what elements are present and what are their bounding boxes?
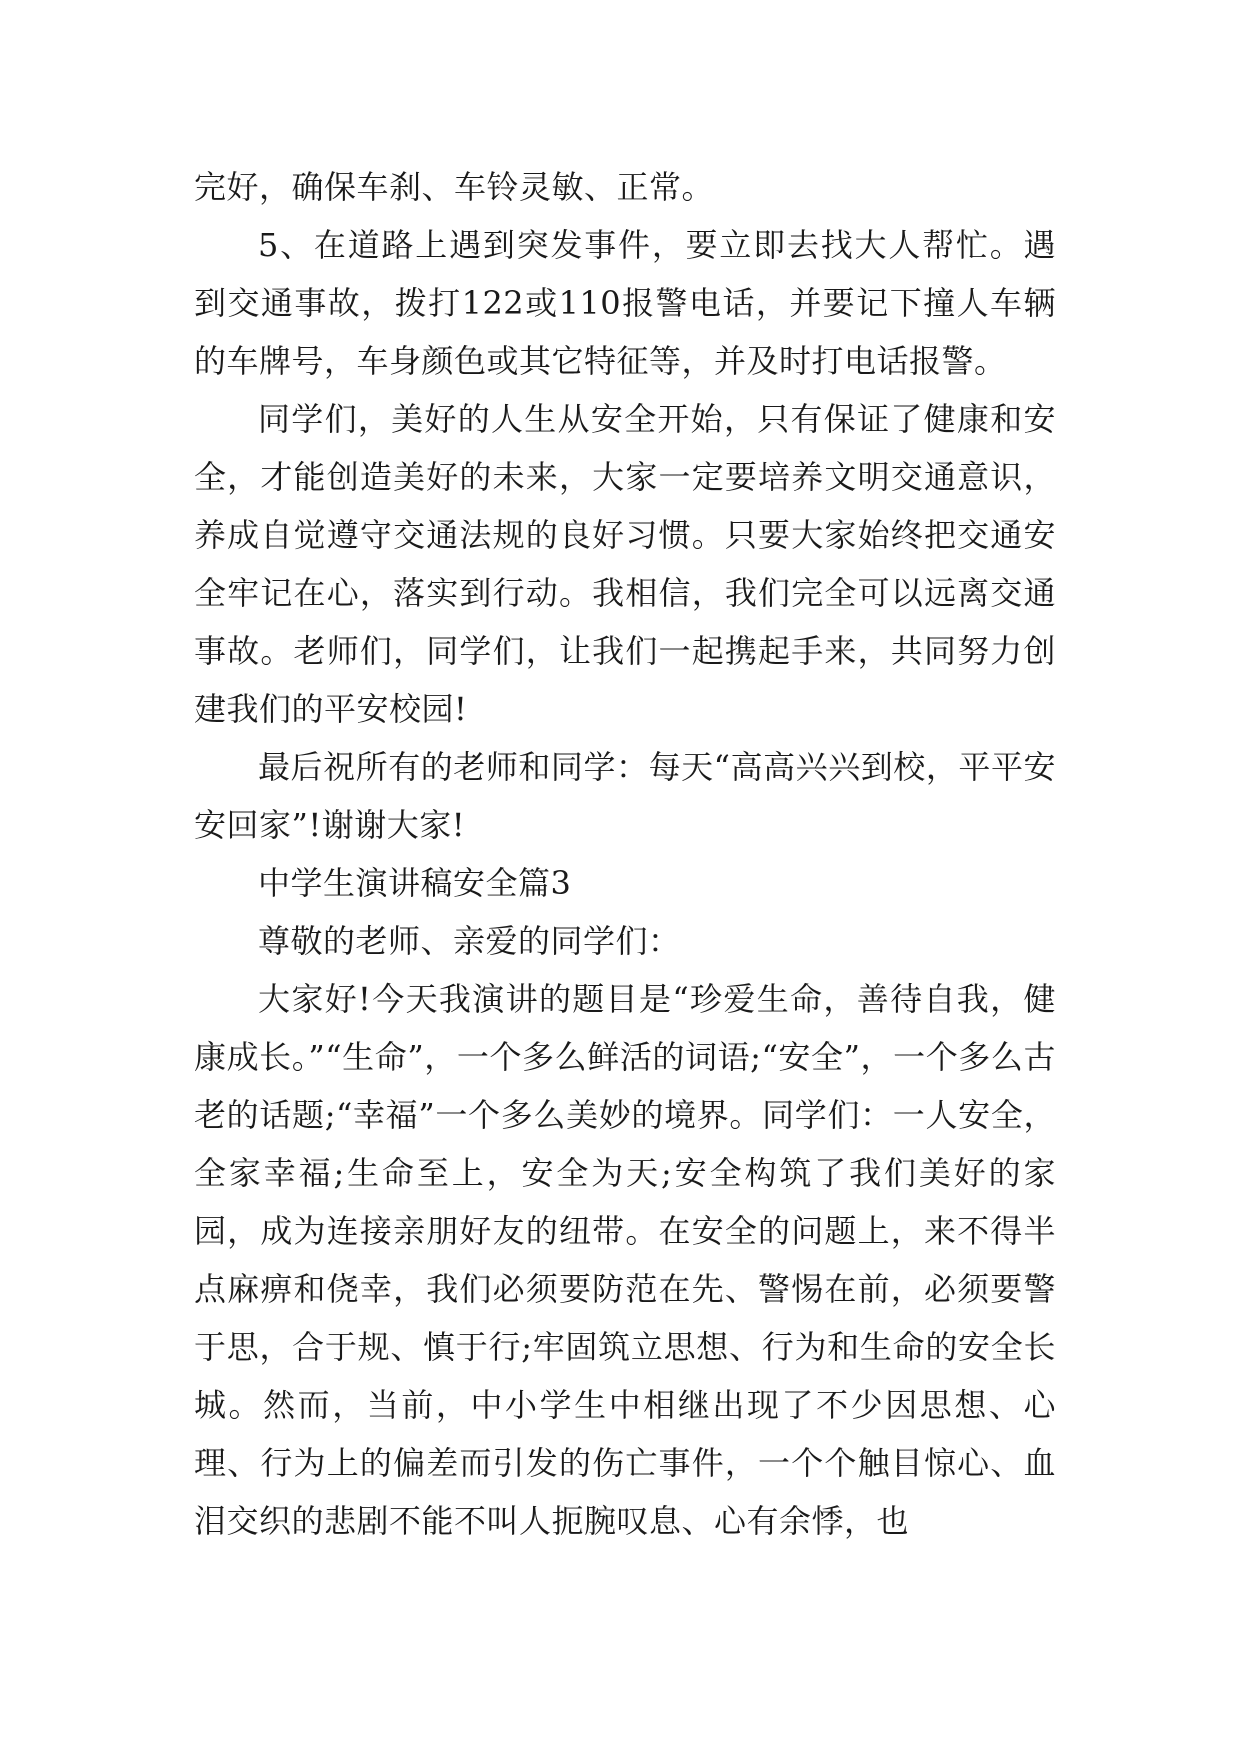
paragraph-continuation: 完好，确保车刹、车铃灵敏、正常。: [194, 168, 715, 206]
paragraph-closing: 最后祝所有的老师和同学：每天“高高兴兴到校，平平安安回家”!谢谢大家!: [194, 748, 1056, 844]
paragraph-item-5: 5、在道路上遇到突发事件，要立即去找大人帮忙。遇到交通事故，拨打122或110报警电话，并要记下撞人车辆的车牌号，车身颜色或其它特征等，并及时打电话报警。: [194, 226, 1056, 380]
document-body: [194, 158, 1056, 1550]
paragraph-speech-body: 大家好!今天我演讲的题目是“珍爱生命，善待自我，健康成长。”“生命”，一个多么鲜活的词语;“安全”，一个多么古老的话题;“幸福”一个多么美妙的境界。同学们：一人安全，全家幸福;生命至上，安全为天;安全构筑了我们美好的家园，成为连接亲朋好友的纽带。在安全的问题上，来不得半点麻痹和侥幸，我们必须要防范在先、警惕在前，必须要警于思，合于规、慎于行;牢固筑立思想、行为和生命的安全长城。然而，当前，中小学生中相继出现了不少因思想、心理、行为上的偏差而引发的伤亡事件，一个个触目惊心、血泪交织的悲剧不能不叫人扼腕叹息、心有余悸，也: [194, 980, 1056, 1540]
salutation: 尊敬的老师、亲爱的同学们：: [258, 922, 681, 960]
section-title: 中学生演讲稿安全篇3: [258, 864, 572, 902]
paragraph-appeal: 同学们，美好的人生从安全开始，只有保证了健康和安全，才能创造美好的未来，大家一定要培养文明交通意识，养成自觉遵守交通法规的良好习惯。只要大家始终把交通安全牢记在心，落实到行动。我相信，我们完全可以远离交通事故。老师们，同学们，让我们一起携起手来，共同努力创建我们的平安校园!: [194, 400, 1056, 728]
